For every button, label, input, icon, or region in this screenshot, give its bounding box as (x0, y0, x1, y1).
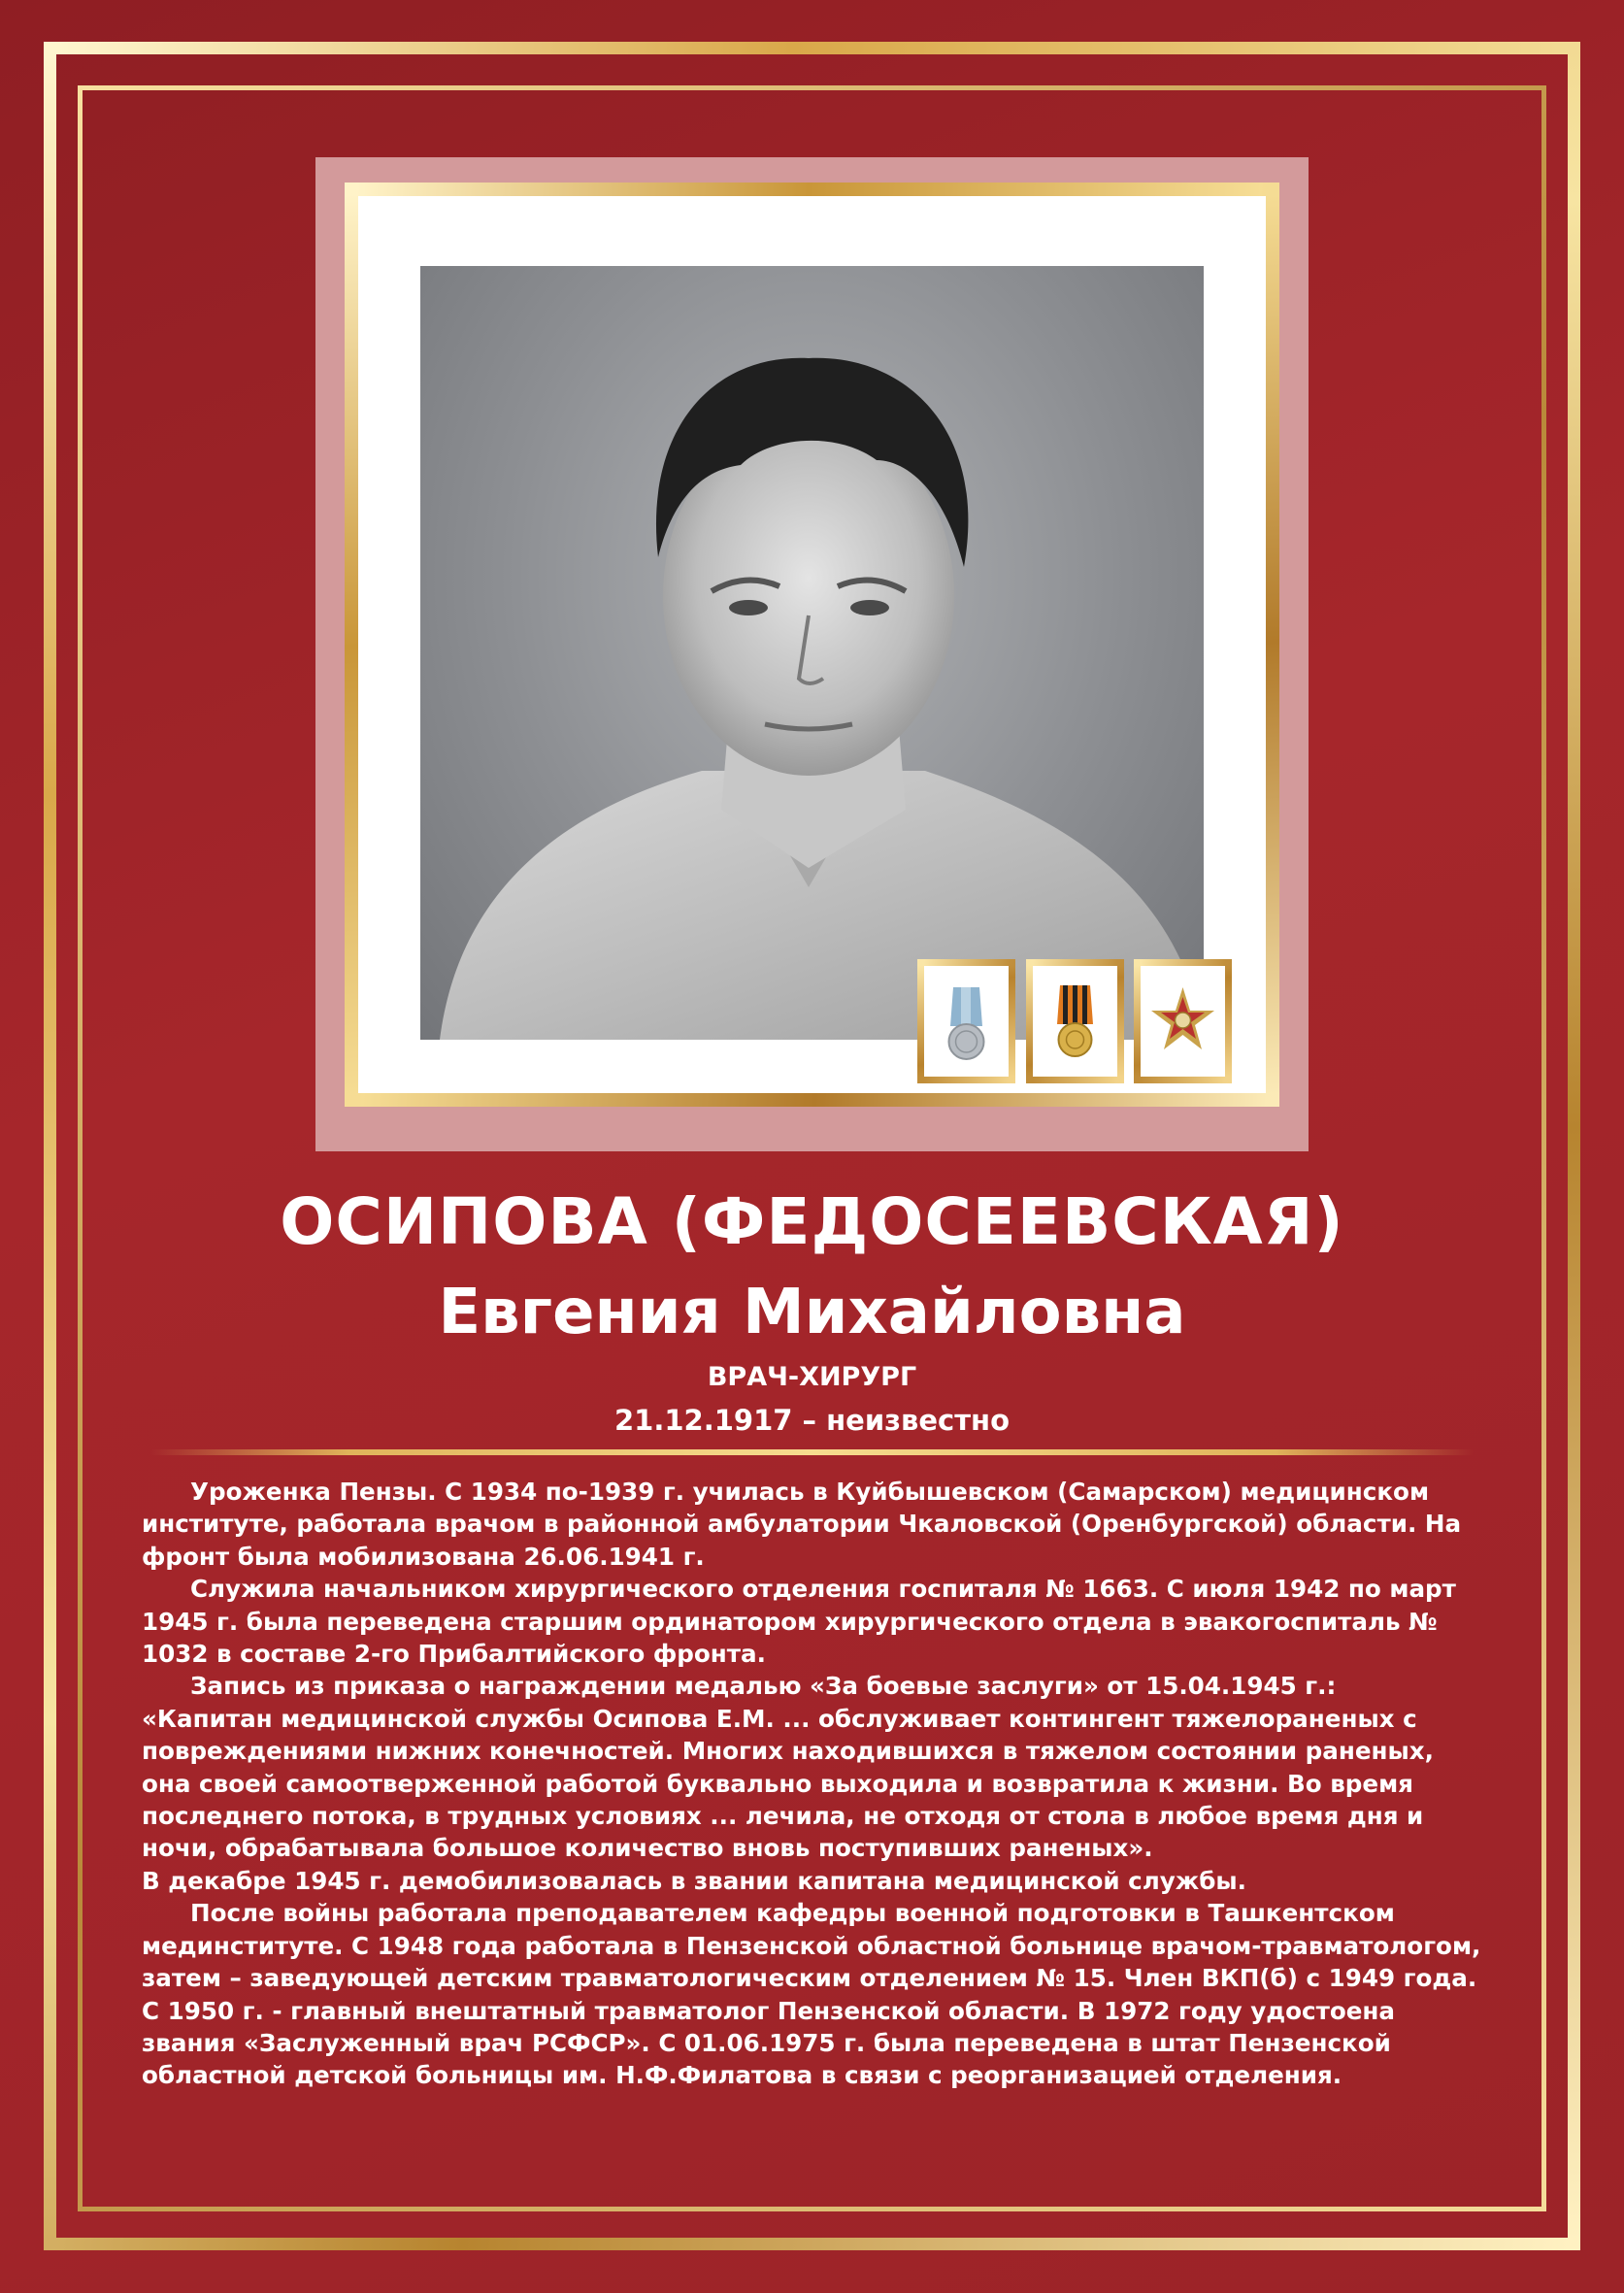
gold-divider (150, 1449, 1474, 1455)
bio-paragraph: Служила начальником хирургического отделения госпиталя № 1663. С июля 1942 по март 1945 г. была переведена старшим ординатором хирургического отдела в эвакогоспиталь № 1032 в составе 2-го Прибалтийского фронта. (142, 1575, 1456, 1669)
medal-for-battle-merit-icon (924, 966, 1009, 1077)
person-role: ВРАЧ-ХИРУРГ (707, 1362, 917, 1392)
person-surname: ОСИПОВА (ФЕДОСЕЕВСКАЯ) (280, 1184, 1344, 1259)
award-frame-3 (1134, 959, 1232, 1083)
portrait-illustration (420, 266, 1204, 1040)
medal-victory-over-germany-icon (1033, 966, 1117, 1077)
bio-paragraph: Запись из приказа о награждении медалью «За боевые заслуги» от 15.04.1945 г.: (190, 1672, 1337, 1701)
person-dates: 21.12.1917 – неизвестно (613, 1404, 1010, 1437)
portrait-photo (420, 266, 1204, 1040)
award-frame-2 (1026, 959, 1124, 1083)
person-given-names: Евгения Михайловна (438, 1277, 1186, 1348)
bio-paragraph: Уроженка Пензы. С 1934 по-1939 г. училась в Куйбышевском (Самарском) медицинском институте, работала врачом в районной амбулатории Чкаловской (Оренбургской) области. На фронт была мобилизована 26.06.1941 г. (142, 1478, 1462, 1571)
biography (142, 1476, 1481, 2092)
bio-paragraph: В декабре 1945 г. демобилизовалась в звании капитана медицинской службы. (142, 1866, 1247, 1895)
award-frame-1 (917, 959, 1015, 1083)
bio-quote: «Капитан медицинской службы Осипова Е.М. ... обслуживает контингент тяжелораненых с повреждениями нижних конечностей. Многих находившихся в тяжелом состоянии раненых, она своей самоотверженной работой буквально выходила и возвратила к жизни. Во время последнего потока, в трудных условиях ... лечила, не отходя от стола в любое время дня и ночи, обрабатывала большое количество вновь поступивших раненых». (142, 1704, 1434, 1863)
bio-paragraph: После войны работала преподавателем кафедры военной подготовки в Ташкентском мединституте. С 1948 года работала в Пензенской областной больнице врачом-травматологом, затем – заведующей детским травматологическим отделением № 15. Член ВКП(б) с 1949 года. С 1950 г. - главный внештатный травматолог Пензенской области. В 1972 году удостоена звания «Заслуженный врач РСФСР». С 01.06.1975 г. была переведена в штат Пензенской областной детской больницы им. Н.Ф.Филатова в связи с реорганизацией отделения. (142, 1899, 1481, 2090)
order-patriotic-war-icon (1141, 966, 1225, 1077)
